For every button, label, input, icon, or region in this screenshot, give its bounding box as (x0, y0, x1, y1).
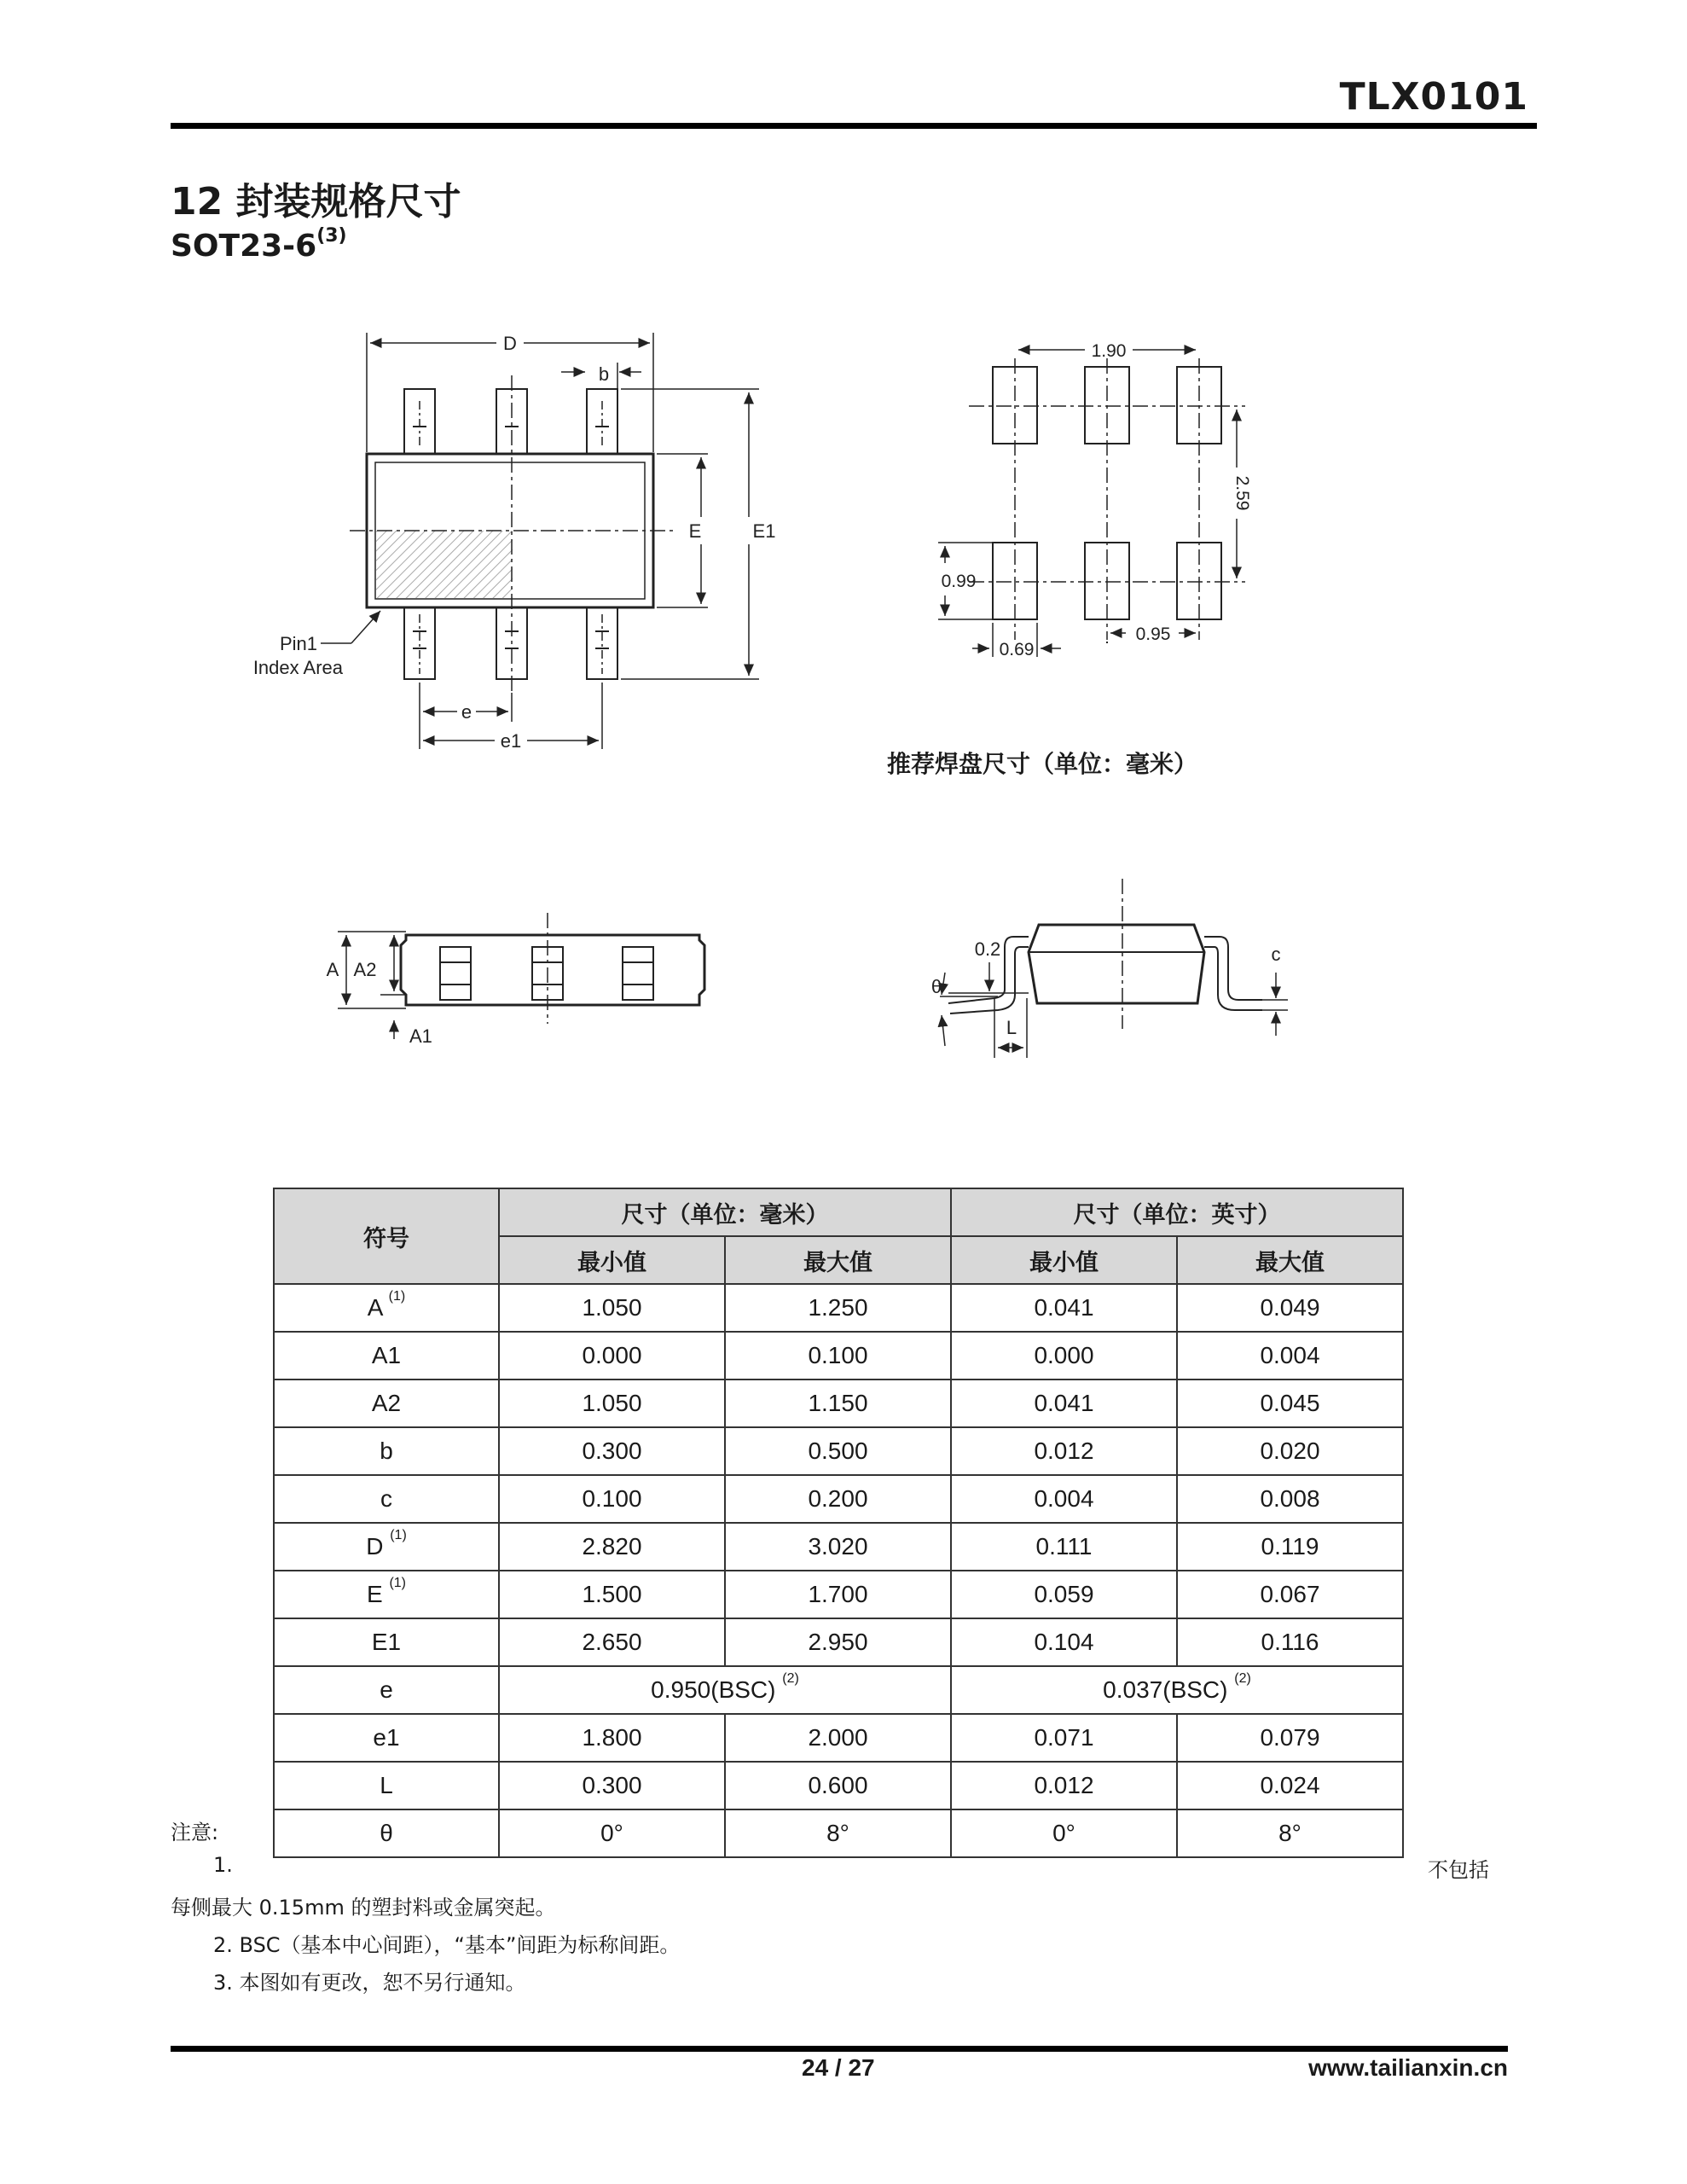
header-symbol: 符号 (274, 1188, 499, 1284)
label-pad-length: 0.99 (941, 572, 977, 591)
value-cell: 0.104 (951, 1618, 1177, 1666)
section-title: 12 封装规格尺寸 (171, 180, 461, 224)
value-cell: 0° (951, 1809, 1177, 1857)
value-cell: 1.050 (499, 1284, 725, 1332)
value-cell: 0.116 (1177, 1618, 1403, 1666)
symbol-cell: θ (274, 1809, 499, 1857)
value-cell: 1.150 (725, 1380, 951, 1427)
document-id: TLX0101 (1339, 75, 1528, 119)
header-in-max: 最大值 (1177, 1236, 1403, 1284)
label-theta: θ (930, 976, 942, 997)
table-row (274, 1571, 1403, 1618)
table-row (274, 1762, 1403, 1809)
value-cell: 0.300 (499, 1762, 725, 1809)
label-L: L (1006, 1017, 1017, 1038)
table-row (274, 1666, 1403, 1714)
value-cell: 0.041 (951, 1380, 1177, 1427)
value-cell: 0.012 (951, 1427, 1177, 1475)
label-E1: E1 (752, 520, 776, 542)
value-cell: 2.950 (725, 1618, 951, 1666)
label-A1: A1 (409, 1025, 432, 1047)
note-1-text: 每侧最大 0.15mm 的塑封料或金属突起。 (171, 1896, 556, 1920)
side-view (338, 913, 704, 1039)
note-1-number: 1. (213, 1853, 233, 1877)
value-cell: 0.024 (1177, 1762, 1403, 1809)
value-cell: 2.820 (499, 1523, 725, 1571)
value-cell: 0.600 (725, 1762, 951, 1809)
value-cell: 0.067 (1177, 1571, 1403, 1618)
label-A: A (326, 959, 339, 980)
value-cell: 0.012 (951, 1762, 1177, 1809)
label-E: E (688, 520, 702, 542)
symbol-cell: e1 (274, 1714, 499, 1762)
website-link[interactable]: www.tailianxin.cn (1308, 2054, 1508, 2081)
value-cell: 0.008 (1177, 1475, 1403, 1523)
value-cell: 1.250 (725, 1284, 951, 1332)
value-cell: 0.100 (725, 1332, 951, 1380)
label-pad-width: 0.69 (999, 640, 1035, 659)
symbol-cell: b (274, 1427, 499, 1475)
value-cell: 2.650 (499, 1618, 725, 1666)
table-row (274, 1380, 1403, 1427)
label-pitch: 1.90 (1091, 341, 1127, 361)
symbol-cell: L (274, 1762, 499, 1809)
value-cell: 0.000 (499, 1332, 725, 1380)
table-row (274, 1475, 1403, 1523)
value-cell: 0.004 (951, 1475, 1177, 1523)
label-pin1: Pin1 (279, 633, 317, 654)
label-row-gap: 2.59 (1232, 475, 1252, 511)
value-cell: 1.050 (499, 1380, 725, 1427)
header-in-min: 最小值 (951, 1236, 1177, 1284)
value-cell: 0.119 (1177, 1523, 1403, 1571)
symbol-cell: E $^{(1)}$ (274, 1571, 499, 1618)
package-name: SOT23-6 (171, 229, 317, 264)
page-number: 24 / 27 (802, 2054, 875, 2081)
value-cell: 0.037(BSC) $^{(2)}$ (951, 1666, 1403, 1714)
value-cell: 0.071 (951, 1714, 1177, 1762)
header-mm-min: 最小值 (499, 1236, 725, 1284)
value-cell: 0.079 (1177, 1714, 1403, 1762)
value-cell: 1.800 (499, 1714, 725, 1762)
header-mm-max: 最大值 (725, 1236, 951, 1284)
label-pad-pitch: 0.95 (1135, 624, 1171, 644)
value-cell: 0.300 (499, 1427, 725, 1475)
value-cell: 0.004 (1177, 1332, 1403, 1380)
land-pattern (938, 350, 1245, 657)
symbol-cell: A $^{(1)}$ (274, 1284, 499, 1332)
value-cell: 0.049 (1177, 1284, 1403, 1332)
value-cell: 0.059 (951, 1571, 1177, 1618)
note-3: 3. 本图如有更改，恕不另行通知。 (213, 1971, 526, 1995)
symbol-cell: A2 (274, 1380, 499, 1427)
value-cell: 2.000 (725, 1714, 951, 1762)
header-mm: 尺寸（单位：毫米） (499, 1188, 951, 1236)
footer-rule (171, 2046, 1508, 2052)
label-b: b (598, 363, 610, 385)
package-note: (3) (316, 225, 347, 247)
label-c: c (1271, 944, 1281, 965)
value-cell: 0.111 (951, 1523, 1177, 1571)
table-row (274, 1332, 1403, 1380)
table-row (274, 1523, 1403, 1571)
value-cell: 0.000 (951, 1332, 1177, 1380)
symbol-cell: D $^{(1)}$ (274, 1523, 499, 1571)
label-e: e (461, 701, 472, 723)
value-cell: 1.500 (499, 1571, 725, 1618)
table-row (274, 1284, 1403, 1332)
value-cell: 0.500 (725, 1427, 951, 1475)
label-e1: e1 (500, 730, 522, 752)
value-cell: 3.020 (725, 1523, 951, 1571)
end-view (940, 879, 1288, 1058)
land-pattern-caption: 推荐焊盘尺寸（单位：毫米） (887, 750, 1198, 778)
symbol-cell: e (274, 1666, 499, 1714)
value-cell: 8° (1177, 1809, 1403, 1857)
value-cell: 0.041 (951, 1284, 1177, 1332)
value-cell: 1.700 (725, 1571, 951, 1618)
value-cell: 0.200 (725, 1475, 951, 1523)
label-A2: A2 (353, 959, 377, 980)
table-row (274, 1714, 1403, 1762)
table-row (274, 1427, 1403, 1475)
label-index-area: Index Area (252, 657, 343, 678)
table-row (274, 1618, 1403, 1666)
value-cell: 8° (725, 1809, 951, 1857)
note-2: 2. BSC（基本中心间距），“基本”间距为标称间距。 (213, 1933, 681, 1957)
value-cell: 0° (499, 1809, 725, 1857)
value-cell: 0.045 (1177, 1380, 1403, 1427)
value-cell: 0.020 (1177, 1427, 1403, 1475)
note-1-tail: 不包括 (1428, 1858, 1489, 1882)
value-cell: 0.100 (499, 1475, 725, 1523)
table-row (274, 1809, 1403, 1857)
notes-title: 注意: (171, 1821, 219, 1844)
label-D: D (503, 333, 517, 354)
symbol-cell: A1 (274, 1332, 499, 1380)
symbol-cell: E1 (274, 1618, 499, 1666)
header-inch: 尺寸（单位：英寸） (951, 1188, 1403, 1236)
label-gauge: 0.2 (974, 938, 1001, 960)
value-cell: 0.950(BSC) $^{(2)}$ (499, 1666, 951, 1714)
symbol-cell: c (274, 1475, 499, 1523)
dimension-table (273, 1188, 1404, 1858)
